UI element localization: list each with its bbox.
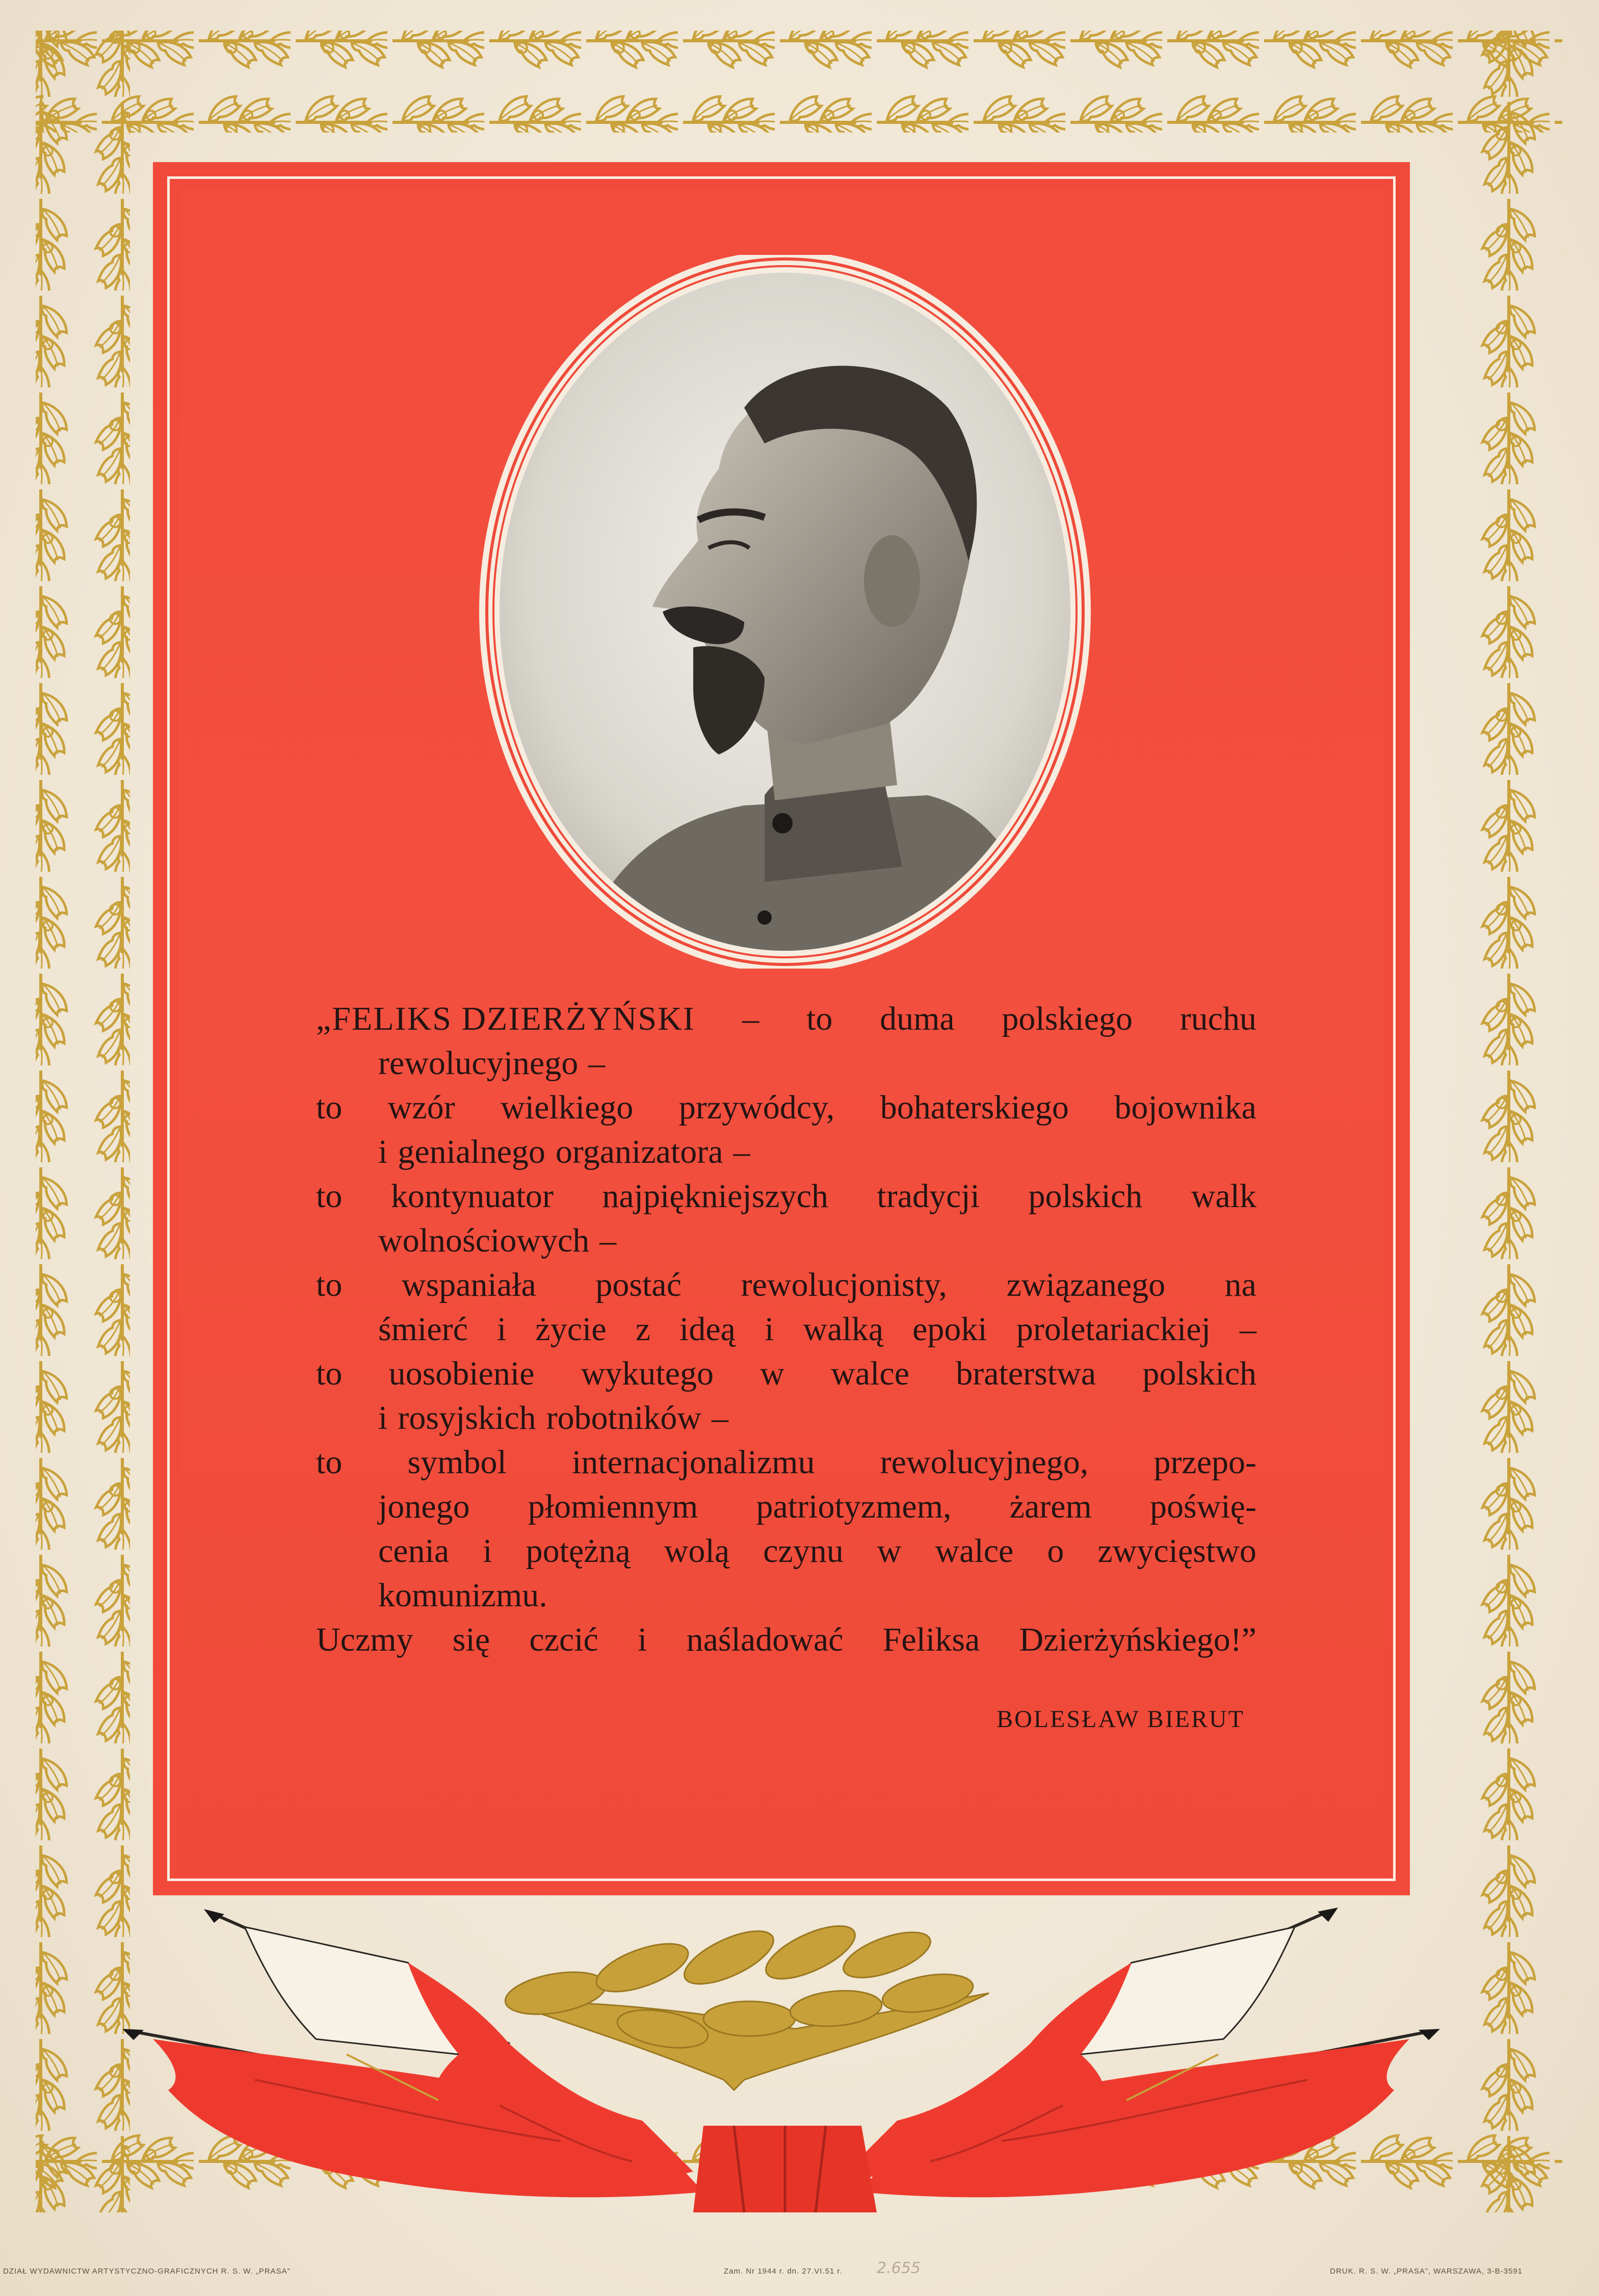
quote-word: to [806,1000,833,1037]
quote-word: z [635,1311,650,1348]
quote-word: to [316,1178,343,1215]
imprint-order-number: Zam. Nr 1944 r. dn. 27.VI.51 r. [724,2267,843,2276]
quote-word: wykutego [581,1355,714,1392]
quote-line [316,1085,1256,1130]
quote-word: bohaterskiego [880,1089,1069,1126]
quote-word: – [599,1222,617,1259]
quote-word: na [1224,1266,1256,1303]
quote-word: i [483,1532,492,1570]
quote-word: cenia [378,1532,450,1570]
quote-word: ideą [679,1311,736,1348]
quote-word: zwycięstwo [1097,1532,1256,1570]
quote-word: poświę- [1149,1488,1256,1525]
quote-word: robotników [546,1399,701,1437]
quote-line [316,1218,1256,1263]
quote-word: komunizmu. [378,1577,547,1614]
quote-word: potężną [526,1532,631,1570]
quote-line [316,1174,1256,1218]
quote-word: się [452,1621,490,1658]
quote-line [316,1529,1256,1573]
quote-word: rewolucyjnego, [880,1444,1089,1481]
quote-word: to [316,1266,343,1303]
quote-word: polskiego [1002,1000,1133,1037]
quote-word: i [378,1133,388,1170]
quote-word: rewolucjonisty, [741,1266,948,1303]
quote-word: w [760,1355,784,1392]
quote-word: walką [803,1311,884,1348]
quote-word: walce [935,1532,1014,1570]
quote-word: internacjonalizmu [571,1444,815,1481]
quote-word: i [378,1399,388,1437]
quote-word: symbol [407,1444,507,1481]
quote-word: epoki [912,1311,987,1348]
quote-line [316,1440,1256,1484]
quote-word: czynu [763,1532,844,1570]
quote-word: braterstwa [956,1355,1096,1392]
quote-word: – [733,1133,750,1170]
flags-and-wheat-emblem [0,1886,1599,2223]
wheat-ear [502,1915,989,2090]
quote-block [316,997,1256,1662]
quote-word: najpiękniejszych [602,1178,828,1215]
quote-word: „FELIKS DZIERŻYŃSKI [316,1000,695,1037]
quote-word: żarem [1009,1488,1092,1525]
quote-line [316,997,1256,1041]
quote-word: o [1047,1532,1064,1570]
quote-word: wspaniała [401,1266,536,1303]
quote-word: – [712,1399,728,1437]
quote-word: duma [880,1000,955,1037]
quote-line [316,1484,1256,1529]
quote-word: przywódcy, [678,1089,835,1126]
quote-word: związanego [1006,1266,1166,1303]
quote-word: kontynuator [390,1178,554,1215]
portrait-oval [479,255,1091,969]
quote-word: i [497,1311,507,1348]
quote-word: Dzierżyńskiego!” [1019,1621,1256,1658]
quote-word: – [588,1045,606,1082]
quote-word: ruchu [1179,1000,1256,1037]
quote-word: wolą [664,1532,730,1570]
quote-word: – [742,1000,759,1037]
quote-word: to [316,1089,343,1126]
quote-word: i [765,1311,774,1348]
quote-word: to [316,1355,343,1392]
quote-word: wielkiego [501,1089,634,1126]
quote-word: i [638,1621,647,1658]
quote-word: wzór [387,1089,455,1126]
quote-word: – [1240,1311,1256,1348]
quote-word: bojownika [1114,1089,1256,1126]
quote-word: walk [1191,1178,1256,1215]
quote-line [316,1573,1256,1617]
quote-line [316,1617,1256,1662]
quote-word: rewolucyjnego [378,1045,579,1082]
quote-word: przepo- [1154,1444,1256,1481]
imprint-printer: DRUK. R. S. W. „PRASA”, WARSZAWA, 3-B-3591 [1330,2267,1523,2276]
quote-word: naśladować [686,1621,844,1658]
quote-author: BOLESŁAW BIERUT [997,1706,1245,1733]
quote-word: polskich [1028,1178,1143,1215]
quote-word: genialnego [398,1133,545,1170]
quote-line [316,1396,1256,1440]
quote-word: uosobienie [388,1355,535,1392]
quote-word: patriotyzmem, [756,1488,952,1525]
quote-word: organizatora [555,1133,723,1170]
quote-line [316,1351,1256,1396]
quote-line [316,1307,1256,1351]
handwritten-number: 2.655 [877,2259,921,2277]
quote-word: tradycji [877,1178,980,1215]
quote-word: czcić [529,1621,598,1658]
quote-word: śmierć [378,1311,468,1348]
quote-word: postać [595,1266,681,1303]
flag-right-lower [859,2039,1409,2197]
quote-word: Feliksa [882,1621,980,1658]
quote-word: proletariackiej [1016,1311,1211,1348]
quote-word: walce [831,1355,910,1392]
quote-word: w [877,1532,902,1570]
quote-word: wolnościowych [378,1222,590,1259]
quote-word: płomiennym [528,1488,698,1525]
quote-word: rosyjskich [398,1399,536,1437]
flag-left-lower [153,2039,703,2197]
quote-word: jonego [378,1488,470,1525]
quote-word: polskich [1142,1355,1256,1392]
quote-word: to [316,1444,343,1481]
quote-word: Uczmy [316,1621,413,1658]
quote-word: życie [535,1311,607,1348]
imprint-publisher: DZIAŁ WYDAWNICTW ARTYSTYCZNO-GRAFICZNYCH R. S. W. „PRASA” [3,2267,291,2276]
quote-line [316,1130,1256,1174]
quote-line [316,1041,1256,1085]
quote-line [316,1263,1256,1307]
